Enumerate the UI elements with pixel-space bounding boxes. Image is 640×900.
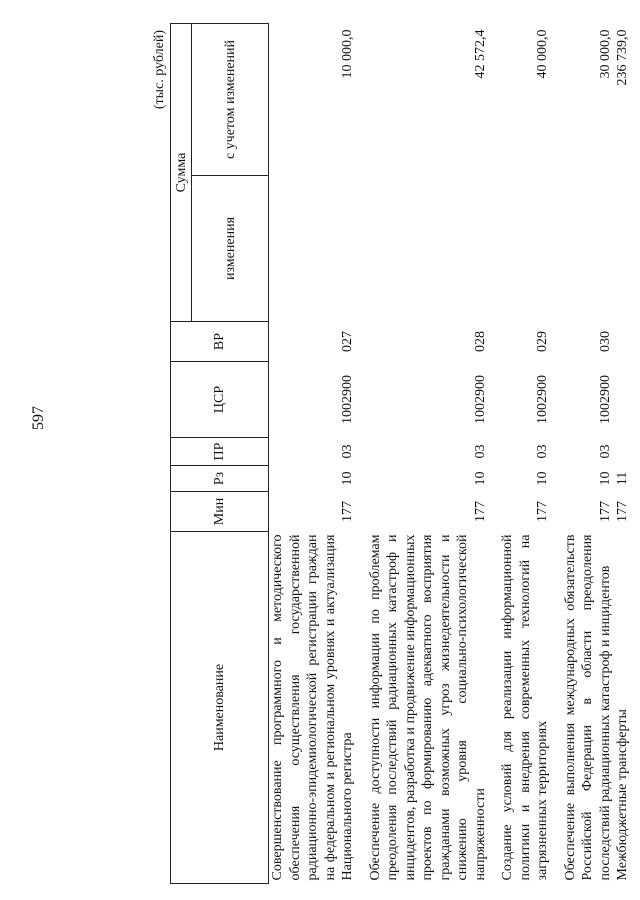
row-csr: 1002900 — [340, 375, 355, 424]
row-rz: 11 — [615, 471, 630, 486]
row-vr: 030 — [597, 331, 613, 352]
row-name: Создание условий для реализации информационной политики и внедрения современных технологий на загрязненных территориях — [500, 534, 550, 881]
row-vr: 027 — [340, 331, 355, 352]
row-min: 177 — [472, 501, 488, 522]
row-total: 42 572,4 — [472, 29, 488, 79]
table-row — [489, 24, 552, 884]
row-total: 30 000,0 — [597, 29, 613, 79]
page-number: 597 — [30, 406, 47, 430]
row-min: 177 — [340, 501, 355, 522]
row-min: 177 — [615, 501, 630, 522]
header-vr: ВР — [171, 322, 269, 362]
row-rz: 10 — [340, 471, 355, 486]
row-csr: 1002900 — [472, 375, 488, 424]
row-rz: 10 — [597, 471, 613, 486]
header-name: Наименование — [171, 532, 269, 884]
row-changes — [614, 176, 632, 322]
table-body — [269, 24, 632, 884]
table-row — [357, 24, 490, 884]
rotated-page-content — [150, 24, 630, 884]
row-name: Обеспечение выполнения международных обязательств Российской Федерации в области преодоления последствий радиационных катастроф и инцидентов — [562, 534, 613, 881]
row-name: Совершенствование программного и методического обеспечения осуществления государственной радиационно-эпидемиологической регистрации граждан на федеральном и региональном уровнях и актуализация Национального регистра — [270, 534, 355, 881]
row-csr — [614, 362, 632, 438]
units-label: (тыс. рублей) — [152, 30, 167, 110]
row-total: 10 000,0 — [340, 29, 355, 79]
table-row — [552, 24, 615, 884]
row-vr: 029 — [535, 331, 550, 352]
row-csr: 1002900 — [597, 375, 613, 424]
row-min: 177 — [597, 501, 613, 522]
row-min: 177 — [535, 501, 550, 522]
row-pr: 03 — [535, 444, 550, 459]
row-pr — [614, 438, 632, 466]
table-row — [269, 24, 357, 884]
row-changes — [357, 176, 490, 322]
row-name: Обеспечение доступности информации по проблемам преодоления последствий радиационных катастроф и инцидентов, разработка и продвижение информационных проектов по формированию адекватного восприятия гражданами возможных угроз жизнедеятельности и снижению уровня социально-психологической напряженности — [367, 534, 488, 881]
row-vr: 028 — [472, 331, 488, 352]
table-row — [614, 24, 632, 884]
header-changes: изменения — [192, 176, 269, 322]
row-pr: 03 — [472, 444, 488, 459]
header-sum: Сумма — [171, 24, 192, 322]
row-total: 236 739,0 — [615, 29, 630, 86]
row-changes — [552, 176, 615, 322]
row-changes — [269, 176, 357, 322]
row-rz: 10 — [472, 471, 488, 486]
row-pr: 03 — [340, 444, 355, 459]
header-pr: ПР — [171, 438, 269, 466]
row-changes — [489, 176, 552, 322]
row-total: 40 000,0 — [535, 29, 550, 79]
header-min: Мин — [171, 492, 269, 532]
row-name: Межбюджетные трансферты — [615, 709, 630, 881]
row-rz: 10 — [535, 471, 550, 486]
header-with-changes: с учетом изменений — [192, 24, 269, 176]
header-csr: ЦСР — [171, 362, 269, 438]
row-csr: 1002900 — [535, 375, 550, 424]
row-vr — [614, 322, 632, 362]
row-pr: 03 — [597, 444, 613, 459]
budget-table — [170, 23, 632, 884]
table-header — [171, 24, 269, 884]
header-rz: Рз — [171, 466, 269, 492]
